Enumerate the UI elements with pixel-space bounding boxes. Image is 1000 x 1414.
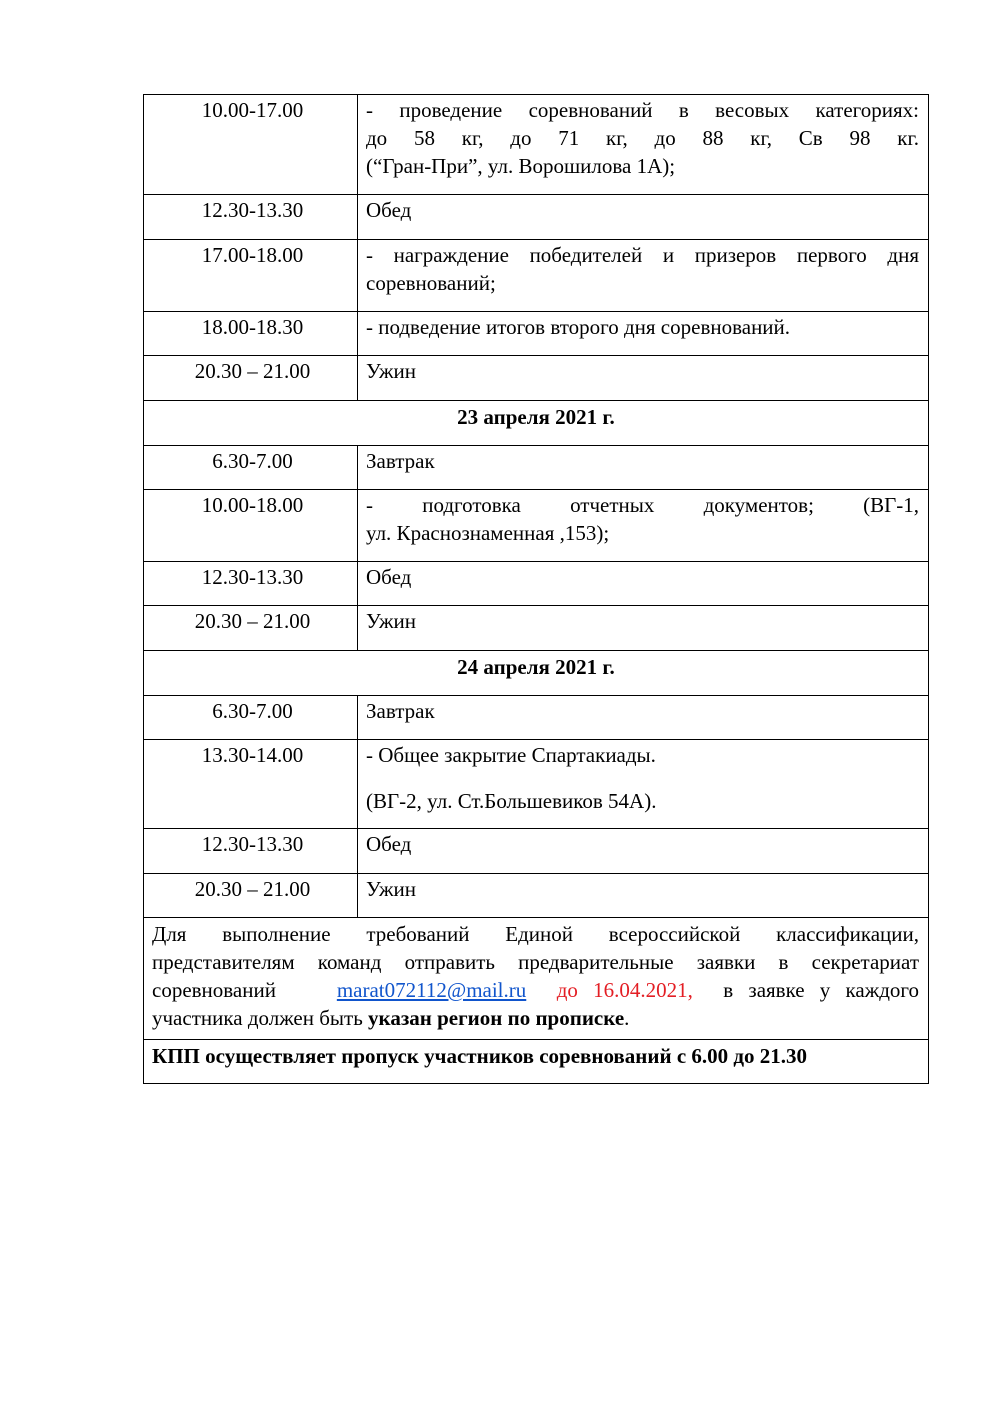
activity-line: - Общее закрытие Спартакиады. — [366, 743, 656, 767]
activity-cell — [358, 356, 929, 401]
activity-line: Завтрак — [366, 449, 435, 473]
time-text: 12.30-13.30 — [201, 198, 304, 222]
time-cell — [144, 490, 358, 562]
activity-cell — [358, 874, 929, 918]
time-cell — [144, 195, 358, 240]
note-line: Для выполнение требований Единой всероссийской классификации, — [152, 922, 919, 946]
time-cell — [144, 356, 358, 401]
time-text: 12.30-13.30 — [201, 565, 304, 589]
schedule-row — [144, 696, 929, 740]
schedule-table — [143, 94, 929, 1084]
time-cell — [144, 240, 358, 312]
activity-line: ул. Краснознаменная ,153); — [366, 521, 610, 545]
schedule-row — [144, 740, 929, 829]
activity-line: - награждение победителей и призеров первого дня — [366, 243, 919, 267]
activity-line: до 58 кг, до 71 кг, до 88 кг, Св 98 кг. — [366, 126, 919, 150]
time-text: 12.30-13.30 — [201, 832, 304, 856]
time-cell — [144, 95, 358, 195]
activity-line: Обед — [366, 198, 412, 222]
activity-cell — [358, 740, 929, 829]
date-heading: 24 апреля 2021 г. — [144, 651, 929, 696]
time-cell — [144, 312, 358, 356]
activity-cell — [358, 696, 929, 740]
activity-cell — [358, 312, 929, 356]
activity-cell — [358, 562, 929, 606]
time-text: 20.30 – 21.00 — [194, 877, 311, 901]
schedule-row — [144, 95, 929, 195]
kpp-row — [144, 1040, 929, 1084]
schedule-row — [144, 356, 929, 401]
note-line — [152, 1004, 919, 1032]
activity-line: Ужин — [366, 877, 417, 901]
activity-line: - проведение соревнований в весовых категориях: — [366, 98, 919, 122]
time-text: 6.30-7.00 — [212, 699, 293, 723]
date-row — [144, 651, 929, 696]
note-row — [144, 918, 929, 1040]
time-text: 13.30-14.00 — [201, 743, 304, 767]
schedule-row — [144, 195, 929, 240]
note-text: участника должен быть — [152, 1006, 363, 1030]
time-text: 18.00-18.30 — [201, 315, 304, 339]
time-cell — [144, 606, 358, 651]
schedule-row — [144, 829, 929, 874]
checkpoint-note: КПП осуществляет пропуск участников соревнований с 6.00 до 21.30 — [144, 1040, 929, 1084]
schedule-row — [144, 312, 929, 356]
schedule-row — [144, 606, 929, 651]
registration-note — [144, 918, 929, 1040]
time-text: 6.30-7.00 — [212, 449, 293, 473]
note-text: в заявке у каждого — [723, 978, 919, 1002]
time-cell — [144, 696, 358, 740]
email-link[interactable]: marat072112@mail.ru — [336, 978, 527, 1002]
activity-cell — [358, 490, 929, 562]
paragraph-gap — [366, 769, 919, 787]
activity-line: Ужин — [366, 609, 417, 633]
activity-line: Ужин — [366, 359, 417, 383]
time-text: 17.00-18.00 — [201, 243, 304, 267]
time-cell — [144, 562, 358, 606]
time-cell — [144, 874, 358, 918]
schedule-row — [144, 446, 929, 490]
time-text: 10.00-18.00 — [201, 493, 304, 517]
deadline-text: до 16.04.2021, — [556, 978, 693, 1002]
note-text: . — [624, 1006, 630, 1030]
note-line — [152, 976, 919, 1004]
schedule-row — [144, 490, 929, 562]
activity-cell — [358, 240, 929, 312]
activity-line: - подведение итогов второго дня соревнований. — [366, 315, 791, 339]
time-cell — [144, 740, 358, 829]
time-cell — [144, 446, 358, 490]
activity-cell — [358, 829, 929, 874]
activity-line: (ВГ-2, ул. Ст.Большевиков 54А). — [366, 789, 657, 813]
activity-line: (“Гран-При”, ул. Ворошилова 1А); — [366, 154, 676, 178]
activity-cell — [358, 446, 929, 490]
activity-cell — [358, 606, 929, 651]
time-text: 20.30 – 21.00 — [194, 609, 311, 633]
schedule-row — [144, 874, 929, 918]
activity-cell — [358, 195, 929, 240]
activity-cell — [358, 95, 929, 195]
activity-line: Завтрак — [366, 699, 435, 723]
note-line: представителям команд отправить предварительные заявки в секретариат — [152, 950, 919, 974]
activity-line: - подготовка отчетных документов; (ВГ-1, — [366, 493, 919, 517]
time-cell — [144, 829, 358, 874]
activity-line: Обед — [366, 832, 412, 856]
region-requirement: указан регион по прописке — [368, 1006, 625, 1030]
date-row — [144, 401, 929, 446]
activity-line: Обед — [366, 565, 412, 589]
note-text: соревнований — [152, 978, 276, 1002]
schedule-row — [144, 562, 929, 606]
activity-line: соревнований; — [366, 271, 496, 295]
date-heading: 23 апреля 2021 г. — [144, 401, 929, 446]
schedule-row — [144, 240, 929, 312]
time-text: 20.30 – 21.00 — [194, 359, 311, 383]
time-text: 10.00-17.00 — [201, 98, 304, 122]
